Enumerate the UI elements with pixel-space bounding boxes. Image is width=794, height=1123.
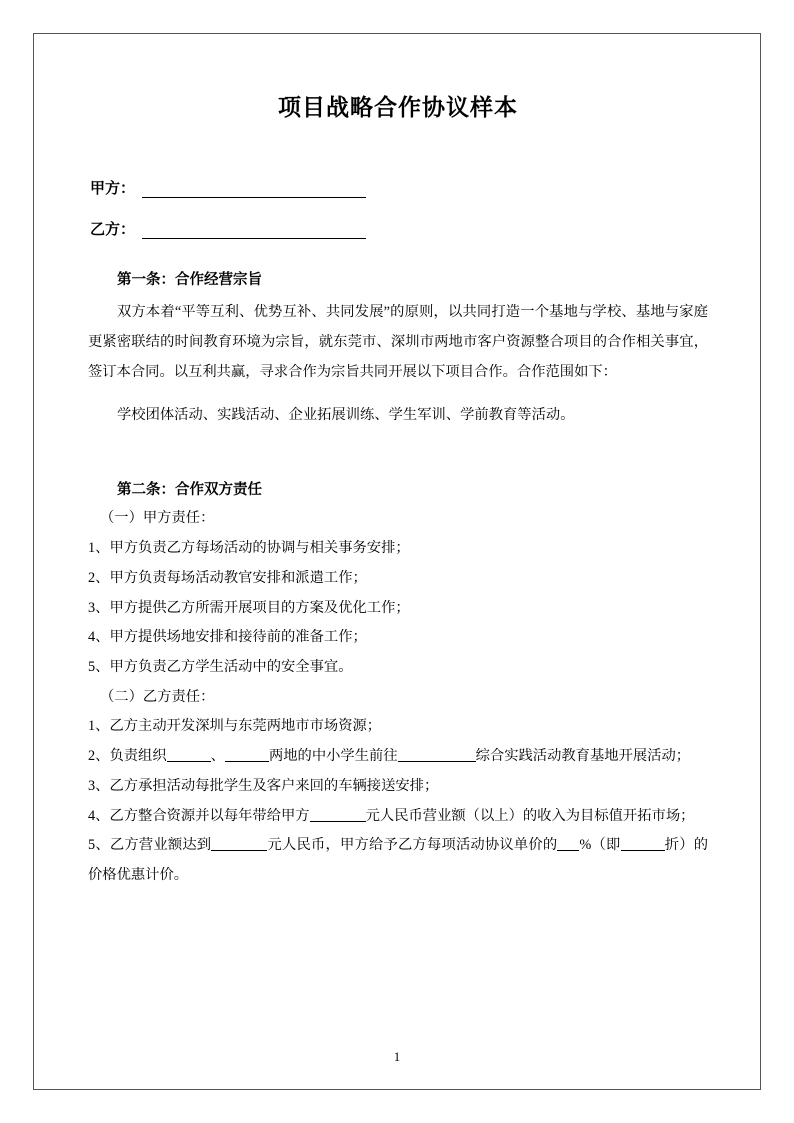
- party-a-item-2: 2、甲方负责每场活动教官安排和派遣工作；: [88, 569, 367, 586]
- party-b-item-5-text-c: %（即: [579, 837, 621, 854]
- party-b-item-4: [88, 802, 708, 832]
- party-b-item-2-text-b: 、: [210, 748, 225, 765]
- section-one-scope: 学校团体活动、实践活动、企业拓展训练、学生军训、学前教育等活动。: [117, 407, 575, 424]
- party-a-item-1: 1、甲方负责乙方每场活动的协调与相关事务安排；: [88, 540, 410, 557]
- party-b-item-2-text-c: 两地的中小学生前往: [268, 748, 398, 765]
- party-b-item-2-text-d: 综合实践活动教育基地开展活动；: [475, 748, 691, 765]
- party-b-label: 乙方：: [90, 222, 136, 238]
- party-b-item-5-blank-percent[interactable]: [557, 838, 579, 851]
- section-one-paragraph: 双方本着“平等互利、优势互补、共同发展”的原则，以共同打造一个基地与学校、基地与家庭更紧密联结的时间教育环境为宗旨，就东莞市、深圳市两地市客户资源整合项目的合作相关事宜，签订本合同。以互利共赢，寻求合作为宗旨共同开展以下项目合作。合作范围如下：: [88, 304, 708, 380]
- parties-block: [88, 180, 708, 239]
- party-b-item-1: 1、乙方主动开发深圳与东莞两地市市场资源；: [88, 718, 382, 735]
- party-b-item-5-text-a: 5、乙方营业额达到: [88, 837, 212, 854]
- page-content: [88, 34, 708, 1089]
- party-b-item-2-blank-base[interactable]: [398, 749, 476, 762]
- party-b-item-4-blank-amount[interactable]: [310, 809, 366, 822]
- party-a-item-3: 3、甲方提供乙方所需开展项目的方案及优化工作；: [88, 599, 410, 616]
- party-b-row: [88, 221, 708, 239]
- party-b-item-5-blank-amount[interactable]: [211, 838, 267, 851]
- document-page: [33, 33, 761, 1090]
- party-b-item-3: 3、乙方承担活动每批学生及客户来回的车辆接送安排；: [88, 777, 439, 794]
- page-number: 1: [393, 1050, 401, 1064]
- party-b-item-2-text-a: 2、负责组织: [88, 748, 167, 765]
- party-b-item-5-text-d: 折）的价格优惠计价。: [88, 837, 709, 884]
- section-one-heading: 第一条：合作经营宗旨: [117, 272, 262, 288]
- party-b-item-4-text-a: 4、乙方整合资源并以每年带给甲方: [88, 807, 310, 824]
- party-b-item-2-blank-city-1[interactable]: [167, 749, 211, 762]
- party-b-item-5-blank-discount[interactable]: [621, 838, 665, 851]
- party-a-item-4: 4、甲方提供场地安排和接待前的准备工作；: [88, 629, 367, 646]
- party-b-item-4-text-b: 元人民币营业额（以上）的收入为目标值开拓市场；: [365, 807, 695, 824]
- party-b-responsibilities-subheading: （二）乙方责任：: [100, 688, 215, 705]
- party-b-item-5-text-b: 元人民币，甲方给予乙方每项活动协议单价的: [267, 837, 558, 854]
- party-a-fill-line[interactable]: [142, 184, 366, 198]
- party-a-item-5: 5、甲方负责乙方学生活动中的安全事宜。: [88, 658, 353, 675]
- party-a-responsibilities-subheading: （一）甲方责任：: [100, 510, 215, 527]
- section-two-heading: 第二条：合作双方责任: [117, 482, 262, 499]
- party-b-fill-line[interactable]: [142, 225, 366, 239]
- party-b-item-2: [88, 742, 708, 772]
- party-b-item-5: [88, 831, 708, 890]
- page-title: 项目战略合作协议样本: [278, 95, 518, 120]
- party-a-label: 甲方：: [90, 181, 136, 197]
- party-b-item-2-blank-city-2[interactable]: [225, 749, 269, 762]
- party-a-row: [88, 180, 708, 198]
